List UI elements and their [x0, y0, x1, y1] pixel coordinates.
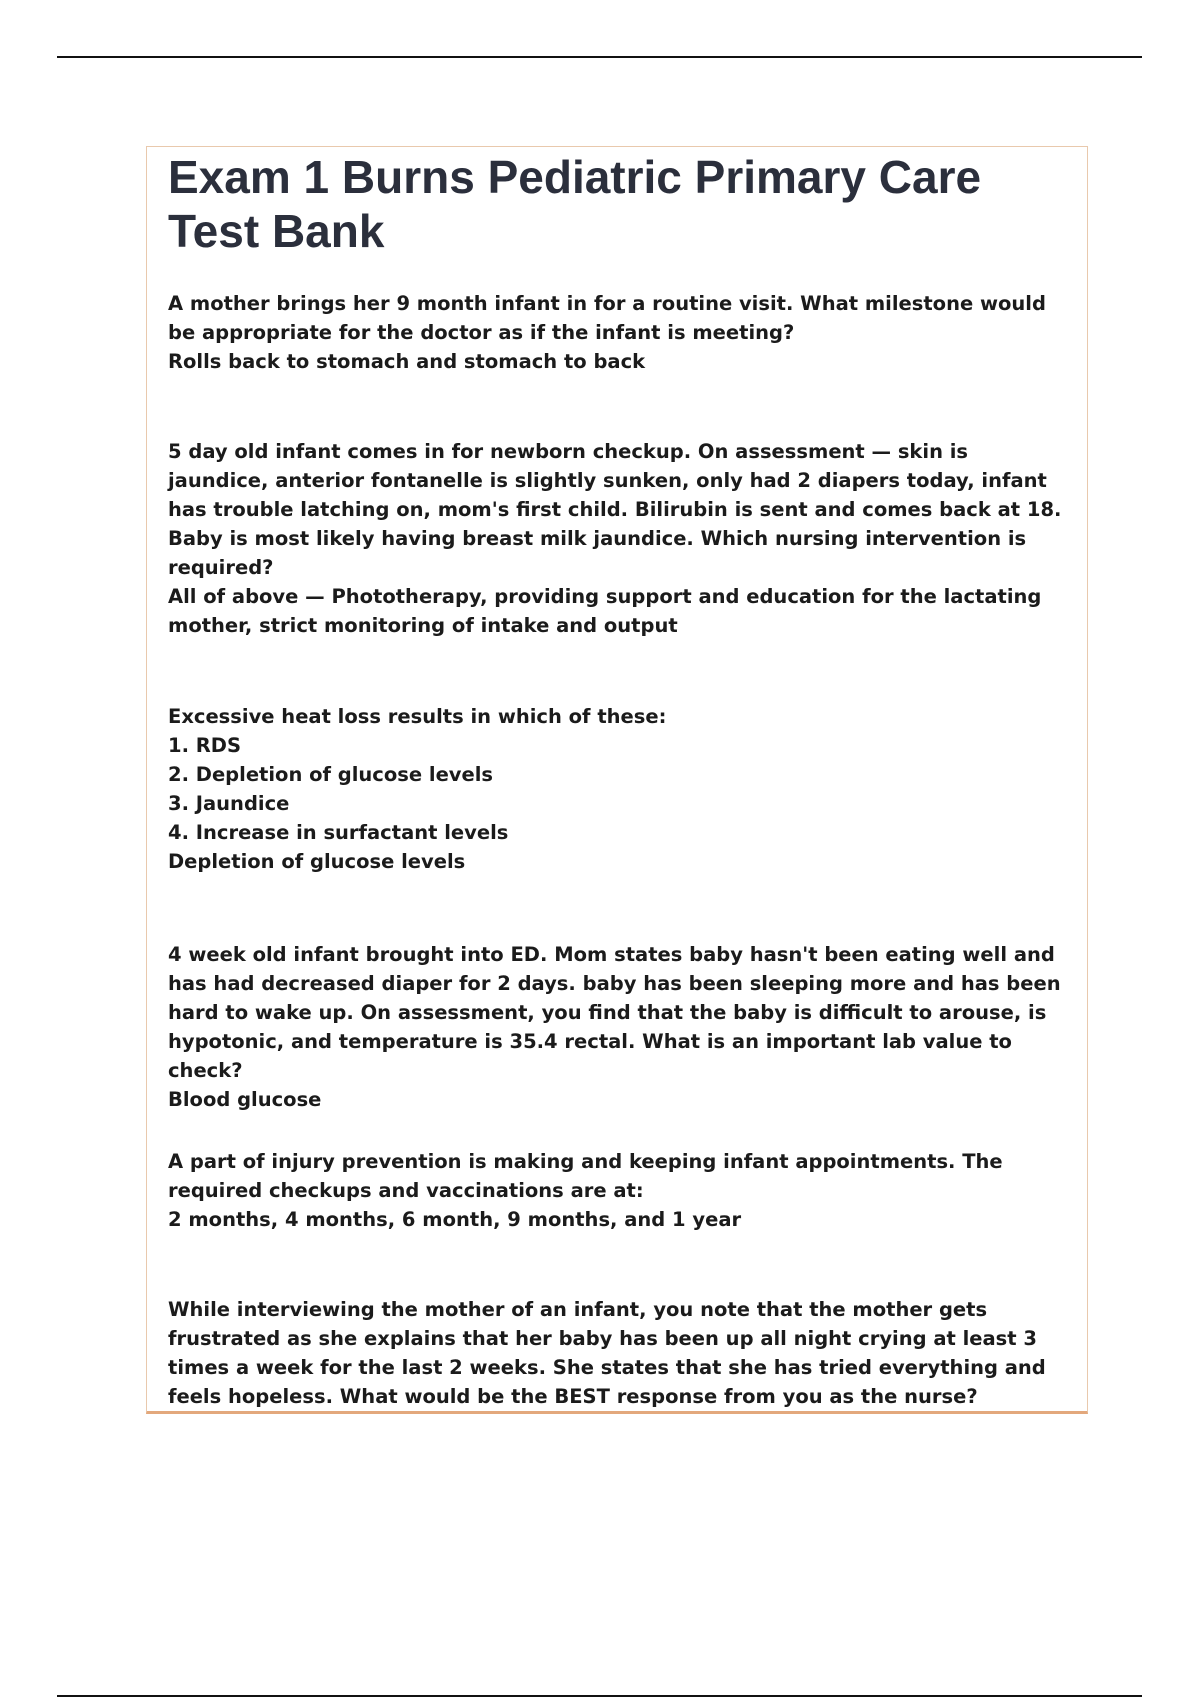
answer-text: All of above — Phototherapy, providing support and education for the lactating mother, strict monitoring of intake and output	[168, 585, 1042, 637]
document-card	[146, 146, 1088, 1414]
question-text: A part of injury prevention is making and keeping infant appointments. The required checkups and vaccinations are at:	[168, 1150, 1003, 1202]
answer-text: Rolls back to stomach and stomach to back	[168, 350, 646, 373]
answer-text: 2 months, 4 months, 6 month, 9 months, and 1 year	[168, 1208, 742, 1231]
options-list	[168, 731, 1073, 847]
page-bottom-rule	[57, 1695, 1142, 1697]
option-item: 2. Depletion of glucose levels	[168, 763, 494, 786]
qa-item-4	[168, 940, 1073, 1114]
page-top-rule	[57, 56, 1142, 58]
qa-item-2	[168, 437, 1073, 640]
question-text: Excessive heat loss results in which of these:	[168, 705, 667, 728]
qa-item-1	[168, 289, 1073, 376]
option-item: 4. Increase in surfactant levels	[168, 821, 509, 844]
option-item: 3. Jaundice	[168, 792, 290, 815]
question-text: 4 week old infant brought into ED. Mom states baby hasn't been eating well and has had decreased diaper for 2 days. baby has been sleeping more and has been hard to wake up. On assessment, you find that the baby is difficult to arouse, is hypotonic, and temperature is 35.4 rectal. What is an important lab value to check?	[168, 943, 1061, 1082]
question-text: 5 day old infant comes in for newborn checkup. On assessment — skin is jaundice, anterior fontanelle is slightly sunken, only had 2 diapers today, infant has trouble latching on, mom's first child. Bilirubin is sent and comes back at 18. Baby is most likely having breast milk jaundice. Which nursing intervention is required?	[168, 440, 1062, 579]
answer-text: Blood glucose	[168, 1088, 322, 1111]
qa-item-6	[168, 1295, 1073, 1411]
document-title: Exam 1 Burns Pediatric Primary Care Test Bank	[168, 151, 982, 257]
question-text: A mother brings her 9 month infant in for a routine visit. What milestone would be appropriate for the doctor as if the infant is meeting?	[168, 292, 1046, 344]
qa-item-3	[168, 702, 1073, 876]
question-text: While interviewing the mother of an infant, you note that the mother gets frustrated as she explains that her baby has been up all night crying at least 3 times a week for the last 2 weeks. She states that she has tried everything and feels hopeless. What would be the BEST response from you as the nurse?	[168, 1298, 1046, 1408]
option-item: 1. RDS	[168, 734, 242, 757]
qa-item-5	[168, 1147, 1073, 1234]
answer-text: Depletion of glucose levels	[168, 850, 466, 873]
